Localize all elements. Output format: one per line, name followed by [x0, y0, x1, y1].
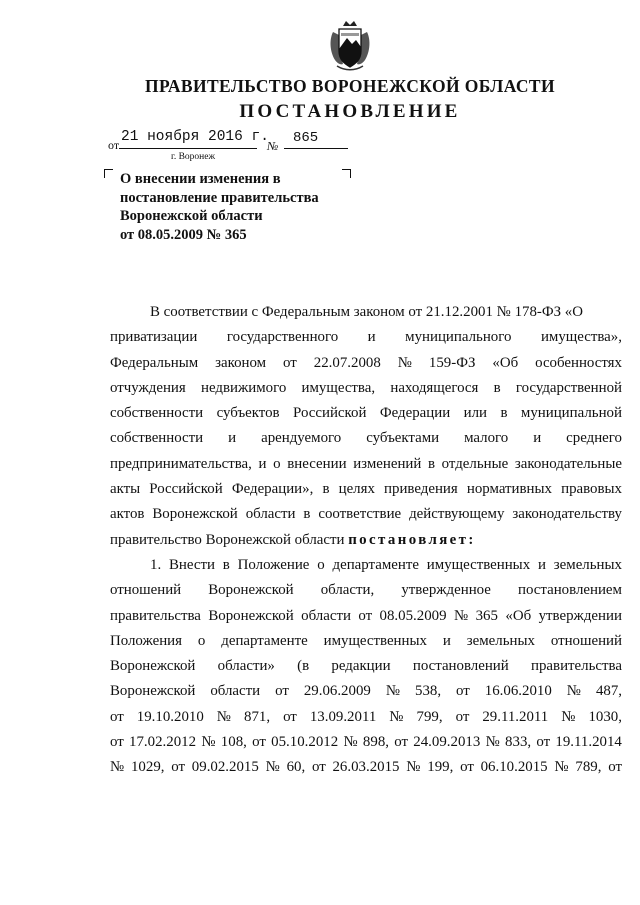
word: 09.02.2015: [191, 759, 259, 776]
word: имущества,: [301, 379, 376, 396]
preamble-line: [110, 502, 622, 527]
word: субъектов: [216, 405, 280, 422]
word: малого: [464, 430, 509, 447]
preamble-line: В соответствии с Федеральным законом от 21.12.2001 № 178-ФЗ «О: [150, 304, 584, 320]
word: земельных: [553, 556, 622, 573]
word: имущественных: [323, 632, 427, 649]
word: 159-ФЗ: [428, 354, 476, 371]
document-number: 865: [293, 130, 319, 146]
word: и: [228, 430, 237, 447]
word: в: [322, 481, 330, 498]
word: департаменте: [332, 556, 419, 573]
word: (в: [297, 658, 310, 675]
word: 1.: [150, 556, 162, 573]
clause-1-line: [110, 604, 622, 629]
word: 833,: [505, 734, 532, 751]
word: утверждении: [538, 607, 622, 624]
word: области: [210, 683, 261, 700]
word: 19.10.2010: [136, 708, 204, 725]
word: в: [222, 556, 230, 573]
word: нормативных: [466, 481, 552, 498]
clause-1-line: [110, 705, 622, 730]
word: №: [397, 354, 412, 371]
preamble-line: [110, 401, 622, 426]
word: правовых: [561, 481, 622, 498]
word: от: [110, 708, 124, 725]
word: утвержденное: [401, 582, 491, 599]
word: о: [317, 556, 325, 573]
preamble-line: [110, 351, 622, 376]
word: законодательству: [512, 506, 622, 523]
word: 108,: [220, 734, 247, 751]
clause-1-line: [110, 755, 622, 780]
word: и: [367, 329, 376, 346]
preamble-line: [110, 426, 622, 451]
word: от: [608, 759, 622, 776]
word: приватизации: [110, 329, 198, 346]
word: 08.05.2009: [379, 607, 447, 624]
word: 789,: [575, 759, 602, 776]
word: Воронежской: [208, 607, 294, 624]
word: области»: [217, 658, 275, 675]
word: редакции: [331, 658, 391, 675]
word: и: [533, 430, 542, 447]
word: от: [460, 759, 474, 776]
word: в: [428, 455, 436, 472]
word: 799,: [416, 708, 443, 725]
number-underline: [284, 148, 348, 149]
preamble-line: [110, 376, 622, 401]
city: г. Воронеж: [171, 152, 216, 162]
word: в: [493, 379, 501, 396]
clause-1-line: [110, 553, 622, 578]
subject-block: [120, 170, 355, 244]
word: №: [343, 734, 358, 751]
word: от: [171, 759, 186, 776]
word: и: [537, 556, 546, 573]
word: отдельные: [441, 455, 509, 472]
word: области: [301, 607, 351, 624]
word: от: [252, 734, 266, 751]
word: изменений: [353, 455, 422, 472]
word: законом: [215, 354, 267, 371]
word: 871,: [244, 708, 271, 725]
word: Федерации: [379, 405, 451, 422]
word: от: [283, 354, 297, 371]
word: Федерации»,: [231, 481, 314, 498]
word: от: [110, 734, 124, 751]
word: области: [245, 506, 296, 523]
word: внесении: [287, 455, 347, 472]
word: имущества»,: [540, 329, 622, 346]
word: 24.09.2013: [413, 734, 481, 751]
word: 16.06.2010: [484, 683, 552, 700]
word: 05.10.2012: [271, 734, 339, 751]
word: области,: [320, 582, 375, 599]
word: имущественных: [426, 556, 531, 573]
word: от: [536, 734, 551, 751]
word: 26.03.2015: [332, 759, 400, 776]
word: от: [275, 683, 289, 700]
word: правительства: [531, 658, 622, 675]
word: находящегося: [390, 379, 479, 396]
word: №: [110, 759, 125, 776]
word: от: [456, 683, 470, 700]
document-date: 21 ноября 2016 г.: [121, 129, 269, 145]
word: и: [258, 455, 267, 472]
word: и: [442, 632, 451, 649]
word: Российской: [149, 481, 223, 498]
word: государственного: [226, 329, 339, 346]
word: недвижимого: [201, 379, 287, 396]
word: Положение: [237, 556, 310, 573]
word: №: [485, 734, 500, 751]
word: 17.02.2012: [129, 734, 197, 751]
word: приведения: [384, 481, 458, 498]
word: Воронежской: [208, 582, 294, 599]
word: 1030,: [588, 708, 622, 725]
word: от: [394, 734, 409, 751]
word: «Об: [505, 607, 532, 624]
document-body: [110, 300, 622, 781]
word: отношений: [110, 582, 182, 599]
word: правительства: [110, 607, 201, 624]
preamble-closing-text: правительство Воронежской области: [110, 531, 345, 548]
word: отношений: [550, 632, 622, 649]
word: 60,: [286, 759, 306, 776]
word: актов: [110, 506, 145, 523]
word: постановлением: [518, 582, 622, 599]
word: департаменте: [221, 632, 308, 649]
word: 13.09.2011: [309, 708, 377, 725]
word: целях: [338, 481, 375, 498]
preamble-closing-line: [110, 528, 622, 553]
word: «Об: [492, 354, 519, 371]
word: законодательные: [514, 455, 622, 472]
word: о: [197, 632, 206, 649]
preamble-line: [110, 325, 622, 350]
preamble-line: [110, 477, 622, 502]
word: 19.11.2014: [555, 734, 622, 751]
word: от: [358, 607, 373, 624]
word: Воронежской: [110, 658, 196, 675]
word: №: [406, 759, 421, 776]
subject-line: постановление правительства: [120, 189, 319, 206]
word: 487,: [595, 683, 622, 700]
word: муниципального: [405, 329, 512, 346]
word: или: [463, 405, 487, 422]
word: соответствие: [318, 506, 402, 523]
clause-1-line: [110, 629, 622, 654]
subject-bracket-left: [104, 169, 113, 178]
word: от: [283, 708, 297, 725]
word: в: [303, 506, 311, 523]
word: в: [500, 405, 508, 422]
word: 898,: [362, 734, 389, 751]
word: отчуждения: [110, 379, 186, 396]
word: №: [216, 708, 231, 725]
word: действующему: [409, 506, 505, 523]
clause-1-line: [110, 654, 622, 679]
document-type: ПОСТАНОВЛЕНИЕ: [239, 101, 461, 122]
word: о: [273, 455, 281, 472]
word: субъектами: [366, 430, 440, 447]
subject-line: Воронежской области: [120, 208, 263, 224]
word: особенностях: [535, 354, 622, 371]
date-underline: [119, 148, 257, 149]
resolves-word: постановляет:: [348, 531, 476, 548]
word: 365: [475, 607, 498, 624]
clause-1-line: [110, 730, 622, 755]
word: земельных: [466, 632, 535, 649]
word: 06.10.2015: [480, 759, 548, 776]
word: постановлений: [412, 658, 509, 675]
clause-1-line: [110, 679, 622, 704]
word: Воронежской: [110, 683, 196, 700]
organization-title: ПРАВИТЕЛЬСТВО ВОРОНЕЖСКОЙ ОБЛАСТИ: [144, 76, 556, 96]
word: №: [201, 734, 216, 751]
subject-line: от 08.05.2009 № 365: [120, 226, 247, 243]
word: Воронежской: [152, 506, 238, 523]
word: 538,: [415, 683, 442, 700]
subject-line: О внесении изменения в: [120, 171, 281, 187]
coat-of-arms-icon: [327, 20, 373, 72]
word: среднего: [566, 430, 622, 447]
number-label: №: [267, 139, 279, 153]
word: №: [566, 683, 581, 700]
word: Федеральным: [110, 354, 199, 371]
word: Российской: [293, 405, 367, 422]
word: 29.06.2009: [303, 683, 371, 700]
word: 199,: [427, 759, 454, 776]
clause-1-line: [110, 578, 622, 603]
word: №: [385, 683, 401, 700]
word: собственности: [110, 405, 204, 422]
word: муниципальной: [520, 405, 622, 422]
word: государственной: [515, 379, 622, 396]
word: №: [389, 708, 404, 725]
word: акты: [110, 481, 141, 498]
word: №: [554, 759, 569, 776]
date-prefix: от: [108, 138, 120, 152]
word: от: [455, 708, 470, 725]
word: 29.11.2011: [482, 708, 549, 725]
word: предпринимательства,: [110, 455, 252, 472]
word: от: [311, 759, 326, 776]
word: 1029,: [130, 759, 165, 776]
word: Положения: [110, 632, 182, 649]
word: №: [265, 759, 280, 776]
word: арендуемого: [261, 430, 342, 447]
word: №: [453, 607, 469, 624]
word: 22.07.2008: [313, 354, 381, 371]
word: №: [561, 708, 576, 725]
preamble-line: [110, 452, 622, 477]
word: Внести: [169, 556, 215, 573]
word: собственности: [110, 430, 204, 447]
